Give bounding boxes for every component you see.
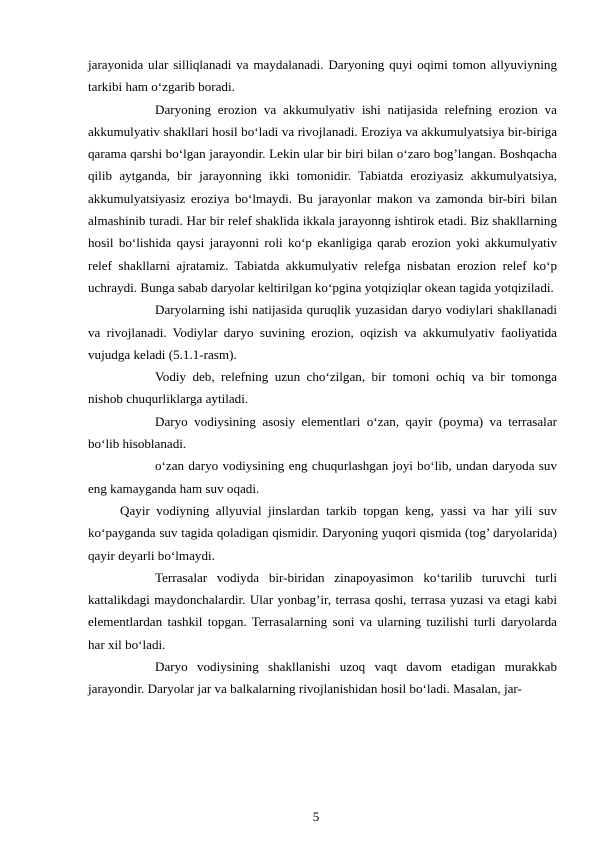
page-number: 5 [312,809,320,824]
paragraph-8: Terrasalar vodiyda bir-biridan zinapoyasimon ko‘tarilib turuvchi turli kattalikdagi maydonchalardir. Ular yonbag’ir, terrasa qoshi, terrasa yuzasi va etagi kabi elementlardan tashkil topgan. Terrasalarning soni va ularning tuzilishi turli daryolarda har xil bo‘ladi. [88,569,557,652]
document-body [88,54,557,701]
paragraph-5: Daryo vodiysining asosiy elementlari o‘zan, qayir (poyma) va terrasalar bo‘lib hisoblanadi. [88,413,557,452]
paragraph-3: Daryolarning ishi natijasida quruqlik yuzasidan daryo vodiylari shakllanadi va rivojlanadi. Vodiylar daryo suvining erozion, oqizish va akkumulyativ faoliyatida vujudga keladi (5.1.1-rasm). [88,302,557,362]
paragraph-6: o‘zan daryo vodiysining eng chuqurlashgan joyi bo‘lib, undan daryoda suv eng kamayganda ham suv oqadi. [88,458,557,496]
paragraph-9: Daryo vodiysining shakllanishi uzoq vaqt davom etadigan murakkab jarayondir. Daryolar jar va balkalarning rivojlanishidan hosil bo‘ladi. Masalan, jar- [88,659,557,697]
paragraph-7: Qayir vodiyning allyuvial jinslardan tarkib topgan keng, yassi va har yili suv ko‘payganda suv tagida qoladigan qismidir. Daryoning yuqori qismida (tog’ daryolarida) qayir deyarli bo‘lmaydi. [88,502,557,563]
paragraph-2: Daryoning erozion va akkumulyativ ishi natijasida relefning erozion va akkumulyativ shakllari hosil bo‘ladi va rivojlanadi. Eroziya va akkumulyatsiya bir-biriga qarama qarshi bo‘lgan jarayondir. Lekin ular bir biri bilan o‘zaro bog’langan. Boshqacha qilib aytganda, bir jarayonning ikki tomonidir. Tabiatda eroziyasiz akkumulyatsiya, akkumulyatsiyasiz eroziya bo‘lmaydi. Bu jarayonlar makon va zamonda bir-biri bilan almashinib turadi. Har bir relef shaklida ikkala jarayonng ishtirok etadi. Biz shakllarning hosil bo‘lishida qaysi jarayonni roli ko‘p ekanligiga qarab erozion yoki akkumulyativ relef shakllarni ajratamiz. Tabiatda akkumulyativ relefga nisbatan erozion relef ko‘p uchraydi. Bunga sabab daryolar keltirilgan ko‘pgina yotqiziqlar okean tagida yotqiziladi. [88,101,557,295]
paragraph-1: jarayonida ular silliqlanadi va maydalanadi. Daryoning quyi oqimi tomon allyuviyning tarkibi ham o‘zgarib boradi. [88,57,557,95]
paragraph-4: Vodiy deb, relefning uzun cho‘zilgan, bir tomoni ochiq va bir tomonga nishob chuqurliklarga aytiladi. [88,369,557,407]
